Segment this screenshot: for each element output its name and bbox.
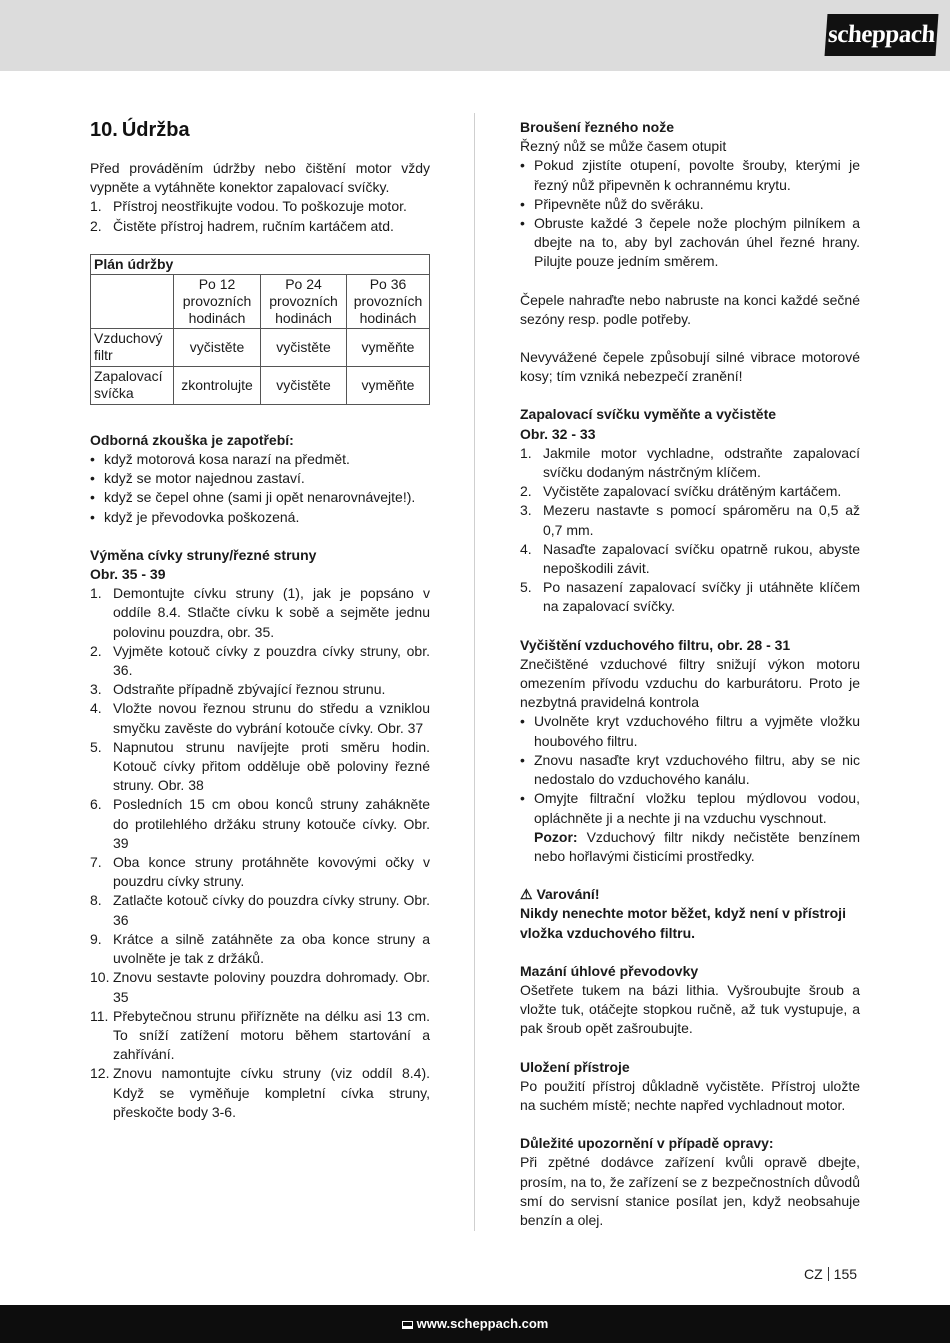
filter-title: Vyčištění vzduchového filtru, obr. 28 - 31 bbox=[520, 636, 791, 653]
list-item: 3. Odstraňte případně zbývající řeznou strunu. bbox=[90, 681, 386, 698]
expert-title: Odborná zkouška je zapotřebí: bbox=[90, 431, 294, 448]
repair-text: Při zpětné dodávce zařízení kvůli opravě dbejte, prosím, na to, že zařízení se z bezpečnostních důvodů smí do servisní stanice posílat jen, když neobsahuje benzín a olej. bbox=[520, 1154, 860, 1228]
expert-list bbox=[90, 450, 430, 527]
page-header bbox=[0, 0, 950, 71]
list-item: 12. Znovu namontujte cívku struny (viz oddíl 8.4). Když se vyměňuje kompletní cívka struny, přeskočte body 3-6. bbox=[90, 1065, 430, 1120]
list-item: 10. Znovu sestavte poloviny pouzdra dohromady. Obr. 35 bbox=[90, 969, 430, 1005]
plug-steps bbox=[520, 444, 860, 617]
plug-title: Zapalovací svíčku vyměňte a vyčistěte bbox=[520, 406, 777, 423]
list-item: • Uvolněte kryt vzduchového filtru a vyjměte vložku houbového filtru. bbox=[520, 713, 860, 749]
gear-text: Ošetřete tukem na bázi lithia. Vyšroubujte šroub a vložte tuk, otáčejte stopkou ručně, až tuk vystupuje, a pak šroub opět zašroubujte. bbox=[520, 981, 860, 1037]
sharpen-title: Broušení řezného nože bbox=[520, 119, 675, 135]
scheppach-logo: scheppach bbox=[825, 14, 939, 56]
list-item: • Připevněte nůž do svěráku. bbox=[520, 195, 704, 212]
table-row bbox=[91, 328, 430, 366]
sharpen-list bbox=[520, 156, 860, 271]
storage-text: Po použití přístroj důkladně vyčistěte. Přístroj uložte na suchém místě; nechte napřed vychladnout motor. bbox=[520, 1077, 860, 1113]
table-col-header: Po 24 provozních hodinách bbox=[261, 274, 347, 328]
list-item: • Obruste každé 3 čepele nože plochým pilníkem a dbejte na to, aby byl zachován úhel řezné hrany. Pilujte pouze jedním směrem. bbox=[520, 215, 860, 270]
section-heading: 10. Údržba bbox=[90, 119, 190, 141]
left-column bbox=[90, 118, 430, 1122]
filter-intro: Znečištěné vzduchové filtry snižují výkon motoru omezením přívodu vzduchu do karburátoru. Proto je nezbytná pravidelná kontrola bbox=[520, 655, 860, 711]
sharpen-paragraph: Nevyvážené čepele způsobují silné vibrace motorové kosy; tím vzniká nebezpečí zranění! bbox=[520, 349, 860, 385]
table-title: Plán údržby bbox=[91, 254, 430, 274]
table-cell: vyčistěte bbox=[261, 328, 347, 366]
page-footer bbox=[0, 1305, 950, 1343]
list-item: 9. Krátce a silně zatáhněte za oba konce struny a uvolněte je tak z držáků. bbox=[90, 930, 430, 967]
row-label: Vzduchový filtr bbox=[91, 328, 174, 366]
list-item: 5. Po nasazení zapalovací svíčky ji utáhněte klíčem na zapalovací svíčky. bbox=[520, 579, 860, 615]
list-item: 1. Demontujte cívku struny (1), jak je popsáno v oddíle 8.4. Stlačte cívku k sobě a sejměte jednu polovinu pouzdra, obr. 35. bbox=[90, 585, 430, 640]
sharpen-intro: Řezný nůž se může časem otupit bbox=[520, 138, 727, 155]
warning-text: Nikdy nenechte motor běžet, když není v přístroji vložka vzduchového filtru. bbox=[520, 905, 846, 941]
table-cell: vyčistěte bbox=[174, 328, 261, 366]
warning-title: ⚠ Varování! bbox=[520, 886, 600, 903]
gear-title: Mazání úhlové převodovky bbox=[520, 962, 699, 979]
maintenance-table bbox=[90, 254, 430, 405]
page-number-value: 155 bbox=[833, 1266, 858, 1282]
row-label: Zapalovací svíčka bbox=[91, 366, 174, 404]
spool-steps bbox=[90, 584, 430, 1122]
storage-title: Uložení přístroje bbox=[520, 1058, 630, 1075]
table-cell: vyměňte bbox=[347, 328, 430, 366]
computer-icon bbox=[402, 1321, 413, 1329]
list-item: • když motorová kosa narazí na předmět. bbox=[90, 451, 350, 468]
plug-ref: Obr. 32 - 33 bbox=[520, 425, 596, 442]
column-divider bbox=[474, 113, 475, 1231]
page-number bbox=[804, 1265, 857, 1284]
right-column bbox=[520, 118, 860, 1230]
list-item: • když je převodovka poškozená. bbox=[90, 508, 300, 525]
table-row bbox=[91, 366, 430, 404]
filter-note: Pozor: Vzduchový filtr nikdy nečistěte benzínem nebo hořlavými čisticími prostředky. bbox=[534, 828, 861, 864]
list-item: 2. Vyjměte kotouč cívky z pouzdra cívky struny, obr. 36. bbox=[90, 642, 430, 679]
list-item: 3. Mezeru nastavte s pomocí spároměru na 0,5 až 0,7 mm. bbox=[520, 502, 860, 538]
list-item: 2. Čistěte přístroj hadrem, ručním kartáčem atd. bbox=[90, 217, 394, 234]
list-item: • když se čepel ohne (sami ji opět nenarovnávejte!). bbox=[90, 489, 416, 506]
intro-paragraph: Před prováděním údržby nebo čištění motor vždy vypněte a vytáhněte konektor zapalovací svíčky. bbox=[90, 160, 430, 196]
page-lang: CZ bbox=[804, 1266, 823, 1282]
footer-url[interactable]: www.scheppach.com bbox=[416, 1316, 549, 1331]
table-col-header: Po 12 provozních hodinách bbox=[174, 274, 261, 328]
list-item: 1. Přístroj neostřikujte vodou. To poškozuje motor. bbox=[90, 198, 407, 215]
table-cell: vyměňte bbox=[347, 366, 430, 404]
list-item: 5. Napnutou strunu navíjejte proti směru hodin. Kotouč cívky přitom odděluje obě poloviny řezné struny. Obr. 38 bbox=[90, 738, 430, 794]
sharpen-paragraph: Čepele nahraďte nebo nabruste na konci každé sečné sezóny resp. podle potřeby. bbox=[520, 291, 860, 327]
list-item: 6. Posledních 15 cm obou konců struny zahákněte do protilehlého držáku struny kotouče cívky. Obr. 39 bbox=[90, 796, 430, 851]
list-item: 2. Vyčistěte zapalovací svíčku drátěným kartáčem. bbox=[520, 483, 842, 500]
list-item: 1. Jakmile motor vychladne, odstraňte zapalovací svíčku dodaným nástrčným klíčem. bbox=[520, 444, 860, 481]
list-item: 7. Oba konce struny protáhněte kovovými očky v pouzdru cívky struny. bbox=[90, 854, 430, 890]
list-item: 4. Vložte novou řeznou strunu do středu a vzniklou smyčku zavěste do vybrání kotouče cívky. Obr. 37 bbox=[90, 700, 430, 736]
list-item: • Znovu nasaďte kryt vzduchového filtru, aby se nic nedostalo do vzduchového kanálu. bbox=[520, 751, 860, 788]
list-item: 11. Přebytečnou strunu přiřízněte na délku asi 13 cm. To sníží zatížení motoru během startování a zahřívání. bbox=[90, 1007, 430, 1063]
list-item: 4. Nasaďte zapalovací svíčku opatrně rukou, abyste nepoškodili závit. bbox=[520, 540, 860, 577]
table-cell: zkontrolujte bbox=[174, 366, 261, 404]
filter-list bbox=[520, 712, 860, 866]
table-cell: vyčistěte bbox=[261, 366, 347, 404]
table-col-header: Po 36 provozních hodinách bbox=[347, 274, 430, 328]
repair-title: Důležité upozornění v případě opravy: bbox=[520, 1135, 774, 1152]
list-item: 8. Zatlačte kotouč cívky do pouzdra cívky struny. Obr. 36 bbox=[90, 892, 430, 928]
spool-title: Výměna cívky struny/řezné struny bbox=[90, 546, 317, 563]
warning-icon: ⚠ bbox=[520, 886, 533, 903]
intro-steps bbox=[90, 197, 430, 235]
list-item: • Pokud zjistíte otupení, povolte šrouby, kterými je řezný nůž připevněn k ochrannému krytu. bbox=[520, 157, 860, 193]
list-item: • když se motor najednou zastaví. bbox=[90, 470, 305, 487]
spool-ref: Obr. 35 - 39 bbox=[90, 566, 166, 583]
list-item: • Omyjte filtrační vložku teplou mýdlovou vodou, opláchněte ji a nechte ji na vzduchu vyschnout. bbox=[520, 790, 860, 826]
